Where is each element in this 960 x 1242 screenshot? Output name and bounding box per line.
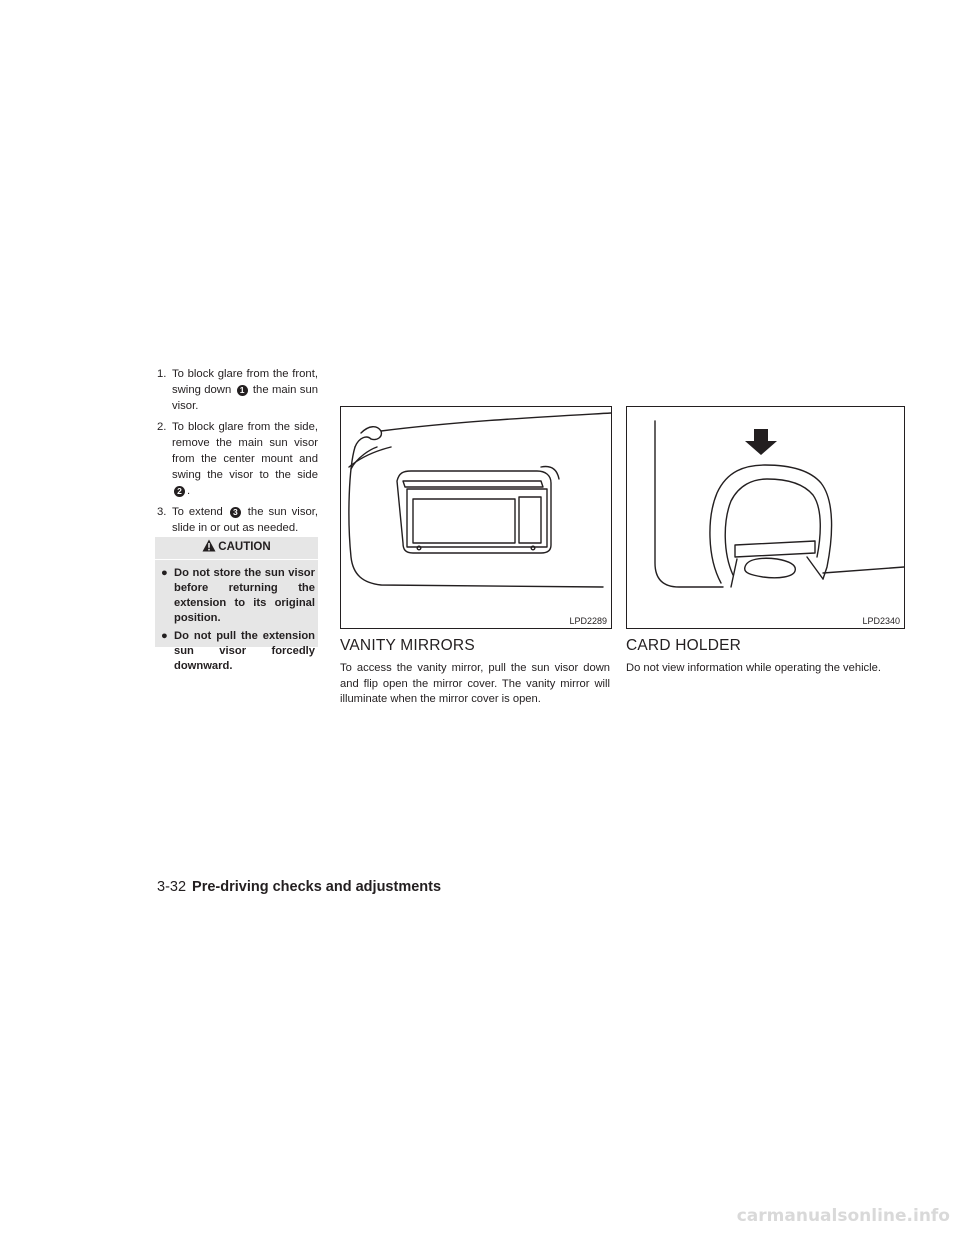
page-number: 3-32	[157, 879, 187, 895]
step-text: the sun visor, slide in or out as needed.	[172, 506, 319, 534]
card-holder-illustration	[627, 407, 904, 628]
warning-triangle-icon	[202, 539, 216, 552]
vanity-mirror-illustration	[341, 407, 611, 628]
caution-item	[161, 629, 315, 674]
vanity-mirrors-heading: VANITY MIRRORS	[340, 637, 475, 654]
caution-title: CAUTION	[218, 541, 271, 553]
bullet: ●	[161, 567, 168, 579]
callout-badge: 2	[174, 486, 185, 497]
caution-list	[161, 566, 315, 677]
caution-text: Do not pull the extension sun visor forcedly downward.	[174, 630, 315, 672]
vanity-mirror-figure	[340, 406, 612, 629]
page-footer	[157, 878, 441, 896]
caution-divider	[155, 559, 318, 560]
down-arrow-icon	[745, 429, 777, 455]
step-number: 3.	[157, 506, 167, 518]
step-item	[157, 366, 318, 414]
figure-label: LPD2289	[569, 616, 607, 626]
section-title: Pre-driving checks and adjustments	[192, 879, 442, 895]
step-item	[157, 504, 318, 536]
card-holder-heading: CARD HOLDER	[626, 637, 742, 654]
step-text: To extend	[172, 506, 223, 518]
step-number: 1.	[157, 368, 167, 380]
step-text: .	[187, 485, 191, 497]
step-number: 2.	[157, 421, 167, 433]
caution-item	[161, 566, 315, 626]
figure-label: LPD2340	[862, 616, 900, 626]
card-holder-body: Do not view information while operating the vehicle.	[626, 662, 881, 674]
caution-box	[155, 537, 318, 672]
bullet: ●	[161, 630, 168, 642]
vanity-mirrors-body: To access the vanity mirror, pull the sun visor down and flip open the mirror cover. The vanity mirror will illuminate when the mirror cover is open.	[340, 662, 610, 706]
callout-badge: 1	[237, 385, 248, 396]
sun-visor-steps	[157, 366, 318, 541]
step-text: To block glare from the side, remove the main sun visor from the center mount and swing the visor to the side	[172, 421, 318, 481]
step-text: To block glare from the front, swing down	[172, 368, 318, 396]
step-item	[157, 419, 318, 499]
callout-badge: 3	[230, 507, 241, 518]
watermark: carmanualsonline.info	[736, 1206, 950, 1226]
card-holder-figure	[626, 406, 905, 629]
step-text: the main sun visor.	[172, 384, 319, 412]
caution-text: Do not store the sun visor before returning the extension to its original position.	[174, 567, 315, 624]
caution-header	[155, 537, 318, 558]
